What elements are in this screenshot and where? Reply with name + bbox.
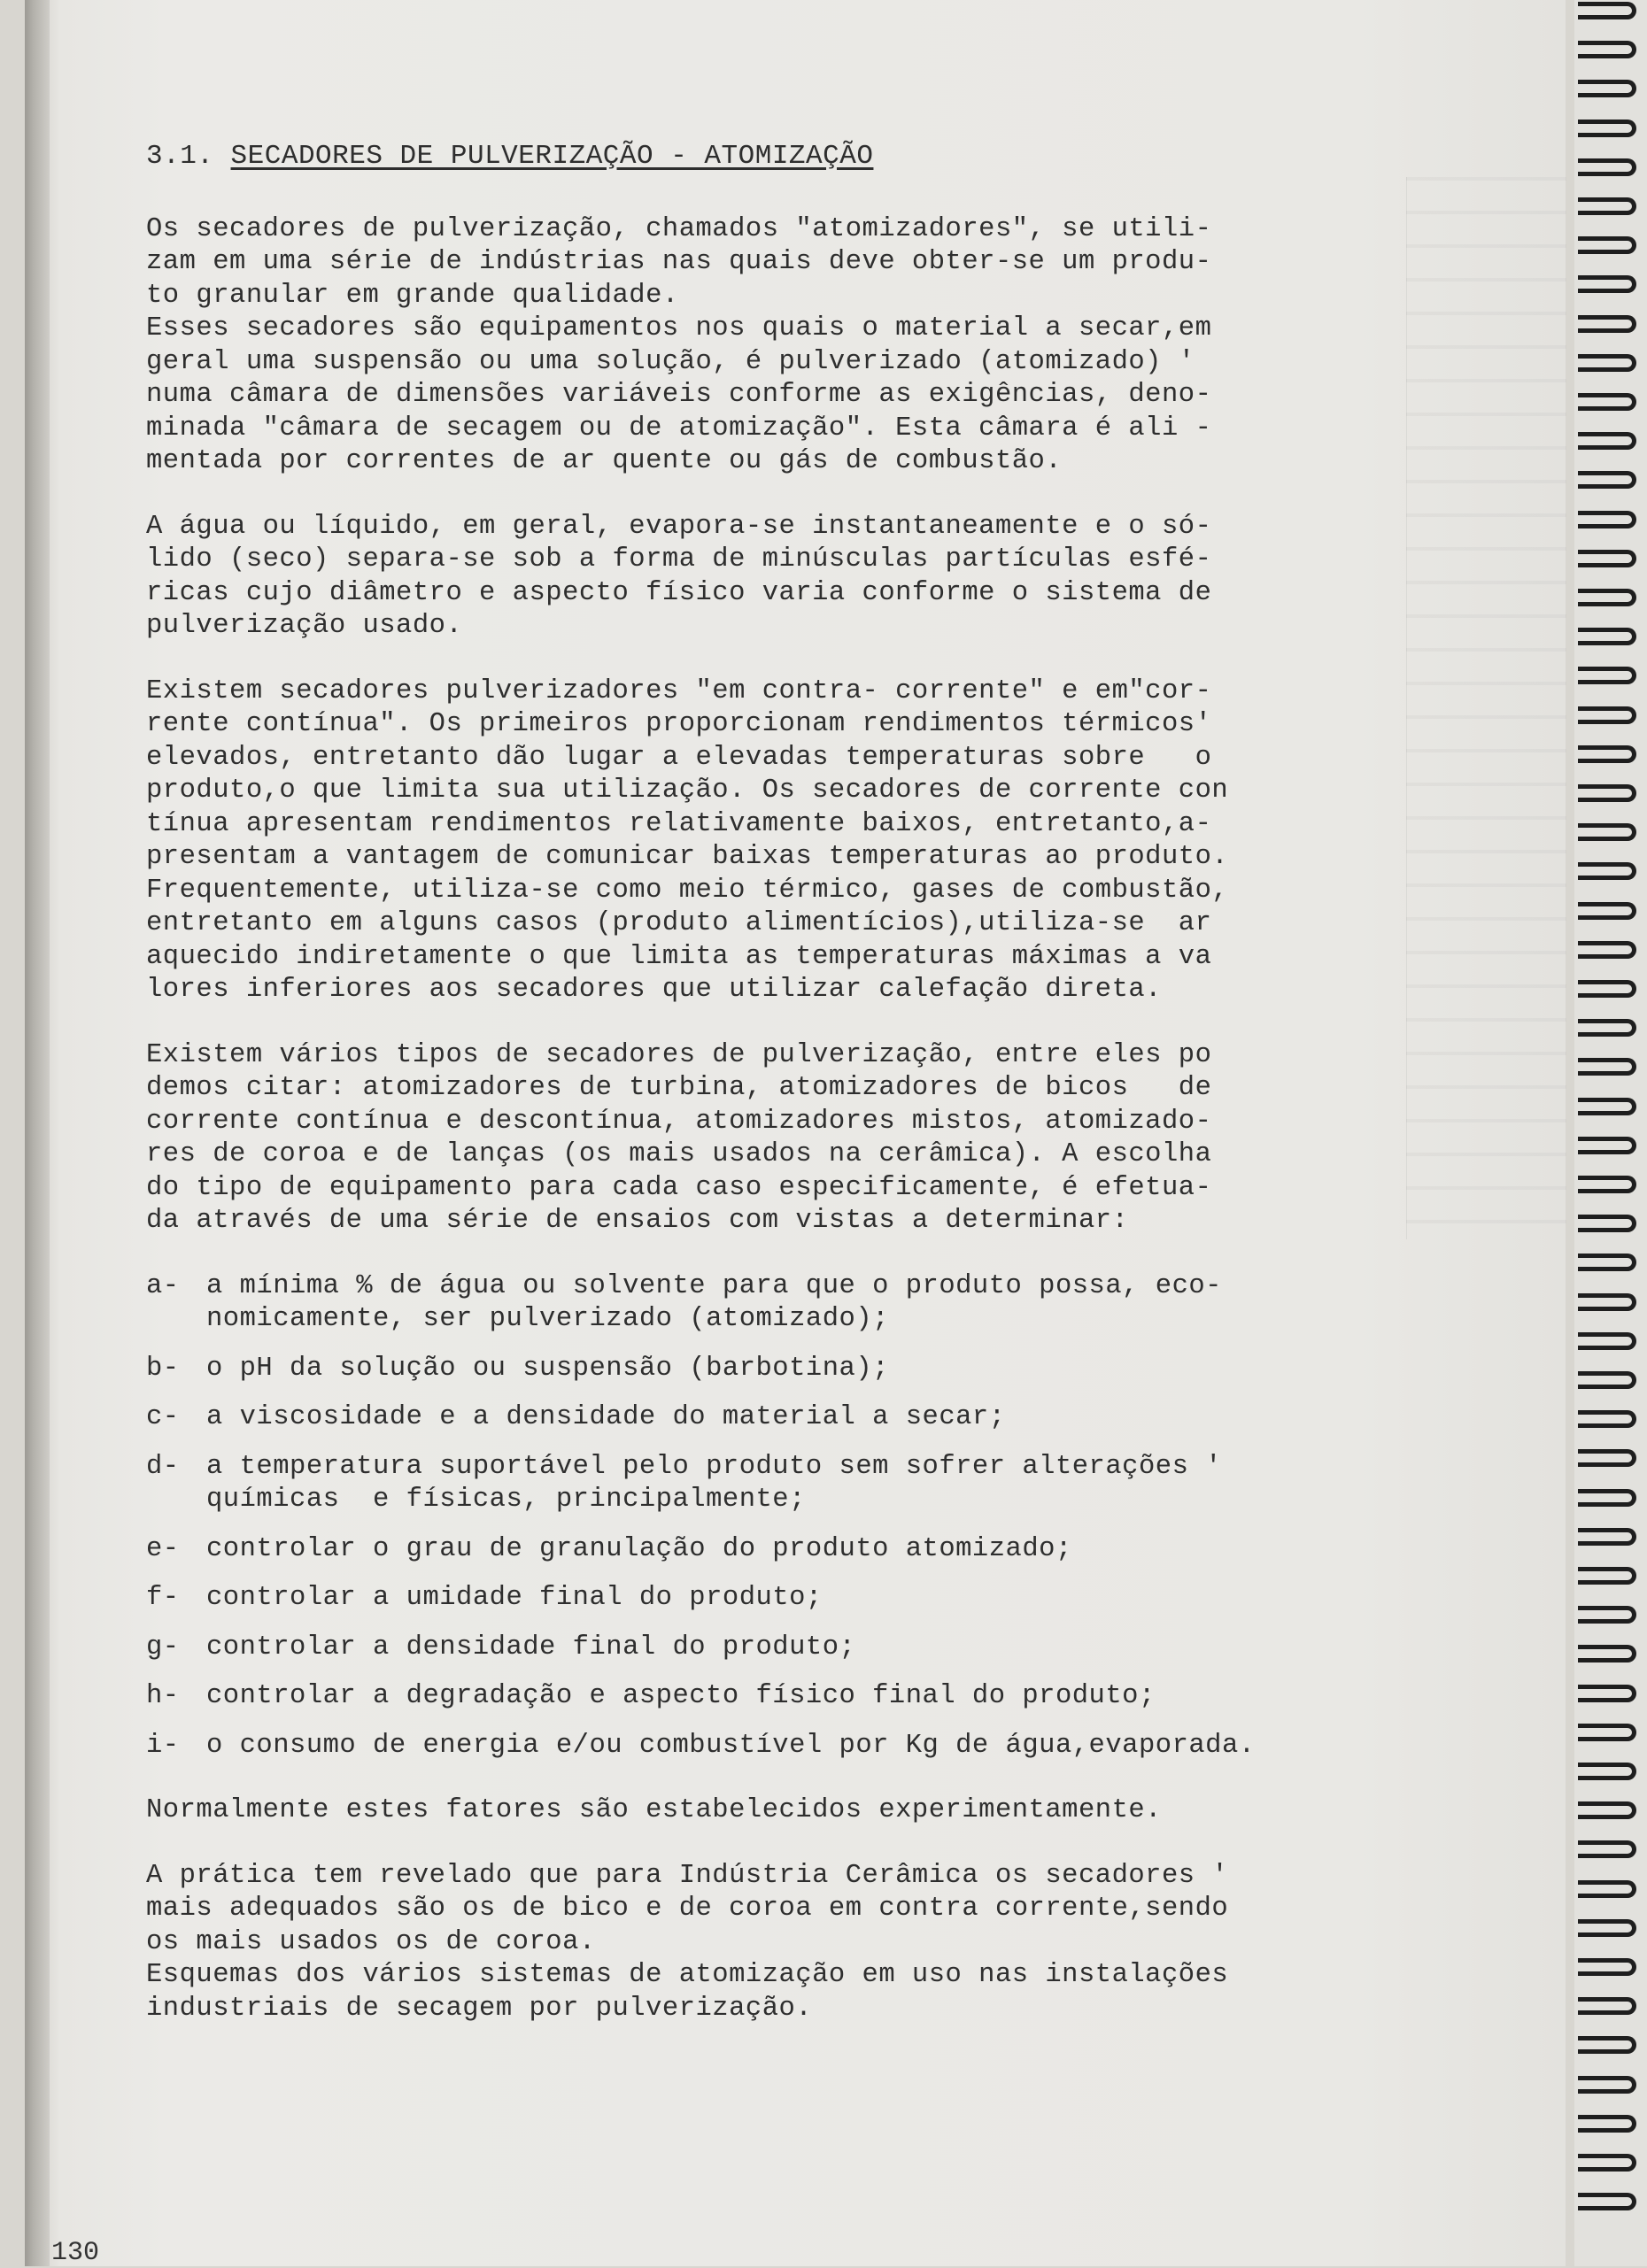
text-line: lido (seco) separa-se sob a forma de minúsculas partículas esfé-: [146, 544, 1212, 575]
page-number: 130: [51, 2238, 100, 2268]
binding-ring: [1578, 1880, 1636, 1898]
text-line: ricas cujo diâmetro e aspecto físico varia conforme o sistema de: [146, 577, 1212, 608]
binding-ring: [1578, 41, 1636, 58]
binding-ring: [1578, 1410, 1636, 1428]
text-line: entretanto em alguns casos (produto alimentícios),utiliza-se ar: [146, 908, 1212, 938]
binding-ring: [1578, 315, 1636, 333]
binding-ring: [1578, 2036, 1636, 2054]
binding-ring: [1578, 1606, 1636, 1624]
text-line: Existem vários tipos de secadores de pulverização, entre eles po: [146, 1039, 1212, 1070]
binding-ring: [1578, 1215, 1636, 1232]
list-text: controlar a umidade final do produto;: [206, 1583, 823, 1613]
text-line: mais adequados são os de bico e de coroa em contra corrente,sendo: [146, 1894, 1229, 1924]
text-line: zam em uma série de indústrias nas quais deve obter-se um produ-: [146, 247, 1212, 277]
list-item: [146, 1680, 1457, 1714]
list-text: controlar o grau de granulação do produto atomizado;: [206, 1533, 1072, 1564]
list-item: [146, 1533, 1457, 1567]
text-line: mentada por correntes de ar quente ou gás de combustão.: [146, 446, 1063, 476]
binding-ring: [1578, 1840, 1636, 1858]
list-item: [146, 1730, 1457, 1763]
list-marker: g-: [146, 1632, 180, 1662]
binding-ring: [1578, 1293, 1636, 1311]
binding-ring: [1578, 393, 1636, 411]
list-marker: d-: [146, 1451, 180, 1482]
list-marker: a-: [146, 1270, 180, 1301]
binding-ring: [1578, 589, 1636, 606]
text-line: tínua apresentam rendimentos relativamente baixos, entretanto,a-: [146, 808, 1212, 839]
list-marker: c-: [146, 1402, 180, 1432]
text-line: minada "câmara de secagem ou de atomização". Esta câmara é ali -: [146, 413, 1212, 444]
list-marker: i-: [146, 1730, 180, 1761]
binding-ring: [1578, 80, 1636, 97]
text-line: geral uma suspensão ou uma solução, é pulverizado (atomizado) ': [146, 346, 1195, 377]
list-item: [146, 1401, 1457, 1435]
binding-ring: [1578, 1371, 1636, 1389]
binding-ring: [1578, 2, 1636, 19]
binding-ring: [1578, 1176, 1636, 1193]
list-item: [146, 1582, 1457, 1616]
binding-ring: [1578, 980, 1636, 998]
text-line: res de coroa e de lanças (os mais usados na cerâmica). A escolha: [146, 1139, 1212, 1169]
binding-ring: [1578, 2076, 1636, 2094]
binding-ring: [1578, 784, 1636, 802]
list-text: o consumo de energia e/ou combustível por Kg de água,evaporada.: [206, 1730, 1256, 1761]
paragraph-2: [146, 511, 1457, 644]
list-marker: f-: [146, 1583, 180, 1613]
text-line: Esquemas dos vários sistemas de atomização em uso nas instalações: [146, 1960, 1229, 1990]
binding-ring: [1578, 1685, 1636, 1702]
text-line: os mais usados os de coroa.: [146, 1926, 596, 1957]
list-marker: h-: [146, 1681, 180, 1711]
text-line: do tipo de equipamento para cada caso especificamente, é efetua-: [146, 1172, 1212, 1203]
text-line: Existem secadores pulverizadores "em contra- corrente" e em"cor-: [146, 675, 1212, 706]
binding-ring: [1578, 511, 1636, 528]
binding-ring: [1578, 432, 1636, 450]
text-line: elevados, entretanto dão lugar a elevadas temperaturas sobre o: [146, 742, 1212, 773]
paragraph-4: [146, 1039, 1457, 1238]
document-body: [146, 140, 1457, 2057]
binding-ring: [1578, 1019, 1636, 1037]
text-line: Frequentemente, utiliza-se como meio térmico, gases de combustão,: [146, 875, 1229, 906]
binding-ring: [1578, 1058, 1636, 1076]
binding-ring: [1578, 2115, 1636, 2133]
binding-ring: [1578, 1763, 1636, 1780]
list-text: controlar a densidade final do produto;: [206, 1632, 856, 1662]
binding-ring: [1578, 628, 1636, 645]
closing-paragraph-2: [146, 1860, 1457, 2026]
text-line: lores inferiores aos secadores que utilizar calefação direta.: [146, 975, 1162, 1005]
binding-ring: [1578, 2154, 1636, 2172]
list-text: a temperatura suportável pelo produto sem sofrer alterações ' químicas e físicas, principalmente;: [206, 1451, 1222, 1515]
text-line: Esses secadores são equipamentos nos quais o material a secar,em: [146, 313, 1212, 343]
binding-ring: [1578, 1254, 1636, 1271]
binding-ring: [1578, 823, 1636, 841]
list-item: [146, 1451, 1457, 1517]
text-line: demos citar: atomizadores de turbina, atomizadores de bicos de: [146, 1073, 1212, 1103]
list-text: a mínima % de água ou solvente para que o produto possa, eco- nomicamente, ser pulverizado (atomizado);: [206, 1270, 1222, 1334]
binding-ring: [1578, 1332, 1636, 1350]
binding-ring: [1578, 1137, 1636, 1154]
text-line: pulverização usado.: [146, 611, 463, 641]
text-line: da através de uma série de ensaios com vistas a determinar:: [146, 1206, 1129, 1236]
binding-ring: [1578, 862, 1636, 880]
text-line: A prática tem revelado que para Indústria Cerâmica os secadores ': [146, 1860, 1229, 1891]
text-line: Os secadores de pulverização, chamados "atomizadores", se utili-: [146, 213, 1212, 244]
text-line: industriais de secagem por pulverização.: [146, 1993, 813, 2024]
binding-ring: [1578, 2193, 1636, 2210]
list-marker: b-: [146, 1353, 180, 1384]
text-line: presentam a vantagem de comunicar baixas temperaturas ao produto.: [146, 842, 1229, 872]
closing-paragraph-1: [146, 1794, 1457, 1828]
spiral-binding: [1574, 0, 1647, 2266]
text-line: aquecido indiretamente o que limita as temperaturas máximas a va: [146, 941, 1212, 972]
binding-ring: [1578, 1489, 1636, 1507]
paragraph-1: [146, 213, 1457, 479]
text-line: produto,o que limita sua utilização. Os secadores de corrente con: [146, 775, 1229, 806]
binding-ring: [1578, 158, 1636, 176]
binding-ring: [1578, 1919, 1636, 1937]
binding-ring: [1578, 1997, 1636, 2015]
binding-ring: [1578, 1958, 1636, 1976]
binding-ring: [1578, 1098, 1636, 1115]
binding-ring: [1578, 1645, 1636, 1662]
list-item: [146, 1353, 1457, 1386]
binding-ring: [1578, 275, 1636, 293]
binding-ring: [1578, 1528, 1636, 1546]
binding-ring: [1578, 354, 1636, 372]
binding-ring: [1578, 902, 1636, 920]
binding-ring: [1578, 236, 1636, 254]
binding-ring: [1578, 941, 1636, 959]
text-line: numa câmara de dimensões variáveis conforme as exigências, deno-: [146, 380, 1212, 410]
text-line: corrente contínua e descontínua, atomizadores mistos, atomizado-: [146, 1106, 1212, 1137]
binding-ring: [1578, 197, 1636, 215]
binding-ring: [1578, 1449, 1636, 1467]
binding-ring: [1578, 706, 1636, 724]
binding-ring: [1578, 550, 1636, 567]
list-text: o pH da solução ou suspensão (barbotina);: [206, 1353, 889, 1384]
paragraph-3: [146, 675, 1457, 1007]
binding-ring: [1578, 1724, 1636, 1741]
list-item: [146, 1270, 1457, 1337]
text-line: Normalmente estes fatores são estabelecidos experimentamente.: [146, 1795, 1162, 1825]
text-line: A água ou líquido, em geral, evapora-se instantaneamente e o só-: [146, 511, 1212, 542]
list-item: [146, 1632, 1457, 1665]
binding-ring: [1578, 1801, 1636, 1819]
list-text: controlar a degradação e aspecto físico final do produto;: [206, 1681, 1156, 1711]
text-line: rente contínua". Os primeiros proporcionam rendimentos térmicos': [146, 709, 1212, 739]
binding-ring: [1578, 745, 1636, 763]
list-text: a viscosidade e a densidade do material a secar;: [206, 1402, 1006, 1432]
section-heading: [146, 140, 1457, 174]
binding-edge: [25, 0, 50, 2266]
list-marker: e-: [146, 1533, 180, 1564]
binding-ring: [1578, 120, 1636, 137]
binding-ring: [1578, 471, 1636, 489]
text-line: to granular em grande qualidade.: [146, 280, 679, 311]
section-number: 3.1.: [146, 141, 214, 172]
binding-ring: [1578, 667, 1636, 684]
section-title: SECADORES DE PULVERIZAÇÃO - ATOMIZAÇÃO: [230, 141, 874, 172]
binding-ring: [1578, 1567, 1636, 1585]
criteria-list: [146, 1270, 1457, 1763]
